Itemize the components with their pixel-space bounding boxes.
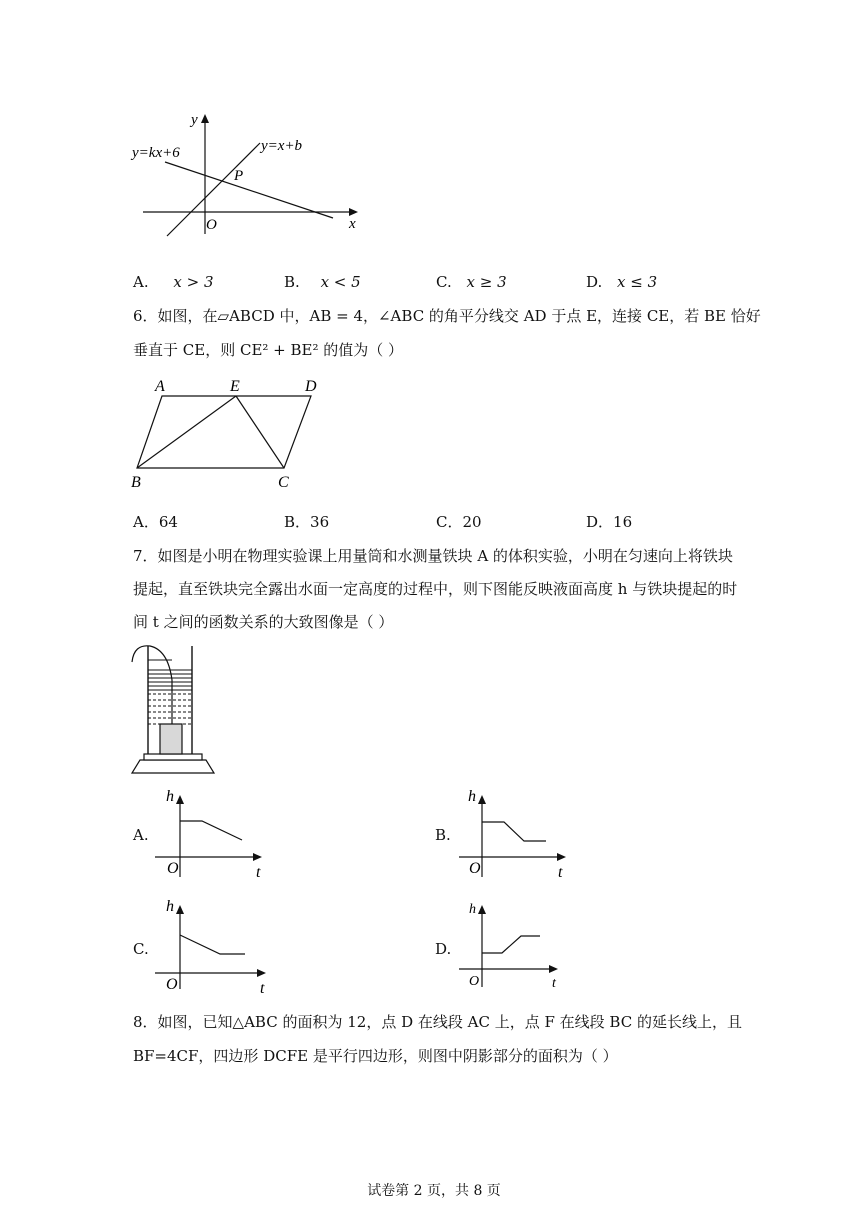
vertex-b-label: B [131,474,141,491]
option-letter: A． [133,513,159,531]
q8-stem-line2: BF=4CF，四边形 DCFE 是平行四边形，则图中阴影部分的面积为（ ） [133,1047,618,1065]
water-lines [148,670,192,724]
q8-stem-line1: 8．如图，已知△ABC 的面积为 12，点 D 在线段 AC 上，点 F 在线段 BC 的延长线上，且 [133,1013,742,1031]
x-axis-label: x [349,216,356,232]
q6-stem-line1: 6．如图，在▱ABCD 中，AB = 4，∠ABC 的角平分线交 AD 于点 E，连接 CE，若 BE 恰好 [133,307,761,325]
origin-label: O [469,974,480,989]
q5-option-b[interactable] [284,272,361,292]
option-text: 20 [462,513,482,531]
q6-option-b[interactable] [284,512,329,532]
option-letter: D. [435,940,452,958]
q5-option-a[interactable] [133,272,214,292]
line-kx-6 [165,162,333,218]
origin-label: O [206,217,217,233]
option-letter: D. [586,273,603,291]
option-letter: C. [436,273,452,291]
y-axis-arrow [201,114,209,123]
q7-stem-line2: 提起，直至铁块完全露出水面一定高度的过程中，则下图能反映液面高度 h 与铁块提起的时 [133,580,738,598]
vertex-c-label: C [278,474,289,491]
q7-stem-line1: 7．如图是小明在物理实验课上用量筒和水测量铁块 A 的体积实验，小明在匀速向上将铁块 [133,547,733,565]
q7-option-d[interactable] [435,939,451,959]
graph-a-curve [180,821,242,840]
line2-label: y=x+b [261,138,303,154]
y-axis-label: y [191,112,198,128]
graph-b-curve [482,822,546,841]
q7-graph-b[interactable] [454,785,574,881]
option-letter: C． [436,513,463,531]
q7-option-c[interactable] [133,939,149,959]
t-label: t [260,980,265,993]
option-letter: B. [284,273,300,291]
q7-option-b[interactable] [435,825,451,845]
t-label: t [552,976,556,991]
parallelogram-abcd [137,396,311,468]
vertex-a-label: A [155,378,165,395]
q6-option-a[interactable] [133,512,178,532]
q7-graph-a[interactable] [150,785,270,881]
option-text: x > 3 [173,273,214,291]
option-text: 16 [613,513,633,531]
h-label: h [166,898,174,915]
graph-d-curve [482,936,540,953]
segment-ce [236,396,284,468]
figure-q5-graph [125,108,375,238]
h-label: h [166,788,174,805]
figure-q6-parallelogram [125,373,335,493]
option-letter: A. [133,826,149,844]
q5-option-d[interactable] [586,272,657,292]
option-letter: B． [284,513,311,531]
segment-be [137,396,236,468]
h-label: h [468,788,476,805]
option-text: x ≤ 3 [617,273,658,291]
origin-label: O [166,976,178,993]
q7-option-a[interactable] [133,825,149,845]
q6-option-c[interactable] [436,512,482,532]
option-letter: D． [586,513,614,531]
graph-c-curve [180,935,245,954]
h-label: h [469,902,476,917]
q7-stem-line3: 间 t 之间的函数关系的大致图像是（ ） [133,613,394,631]
page-footer: 试卷第 2 页，共 8 页 [367,1183,501,1199]
t-label: t [256,864,261,881]
iron-block [160,724,182,754]
figure-q7-cylinder [128,640,218,776]
option-letter: A. [133,273,149,291]
q6-option-d[interactable] [586,512,632,532]
option-text: 64 [158,513,178,531]
q6-stem-line2: 垂直于 CE，则 CE² + BE² 的值为（ ） [133,341,404,359]
origin-label: O [167,860,179,877]
x-axis-arrow [349,208,358,216]
cylinder-base [132,760,214,773]
option-letter: B. [435,826,451,844]
option-text: x ≥ 3 [466,273,507,291]
option-text: 36 [310,513,330,531]
q5-option-c[interactable] [436,272,507,292]
t-label: t [558,864,563,881]
vertex-d-label: D [305,378,317,395]
option-text: x < 5 [320,273,361,291]
q7-graph-d[interactable] [454,897,574,993]
option-letter: C. [133,940,149,958]
q7-graph-c[interactable] [150,897,275,993]
cylinder-foot [144,754,202,760]
origin-label: O [469,860,481,877]
line1-label: y=kx+6 [132,145,180,161]
point-label: P [234,168,244,184]
vertex-e-label: E [230,378,240,395]
